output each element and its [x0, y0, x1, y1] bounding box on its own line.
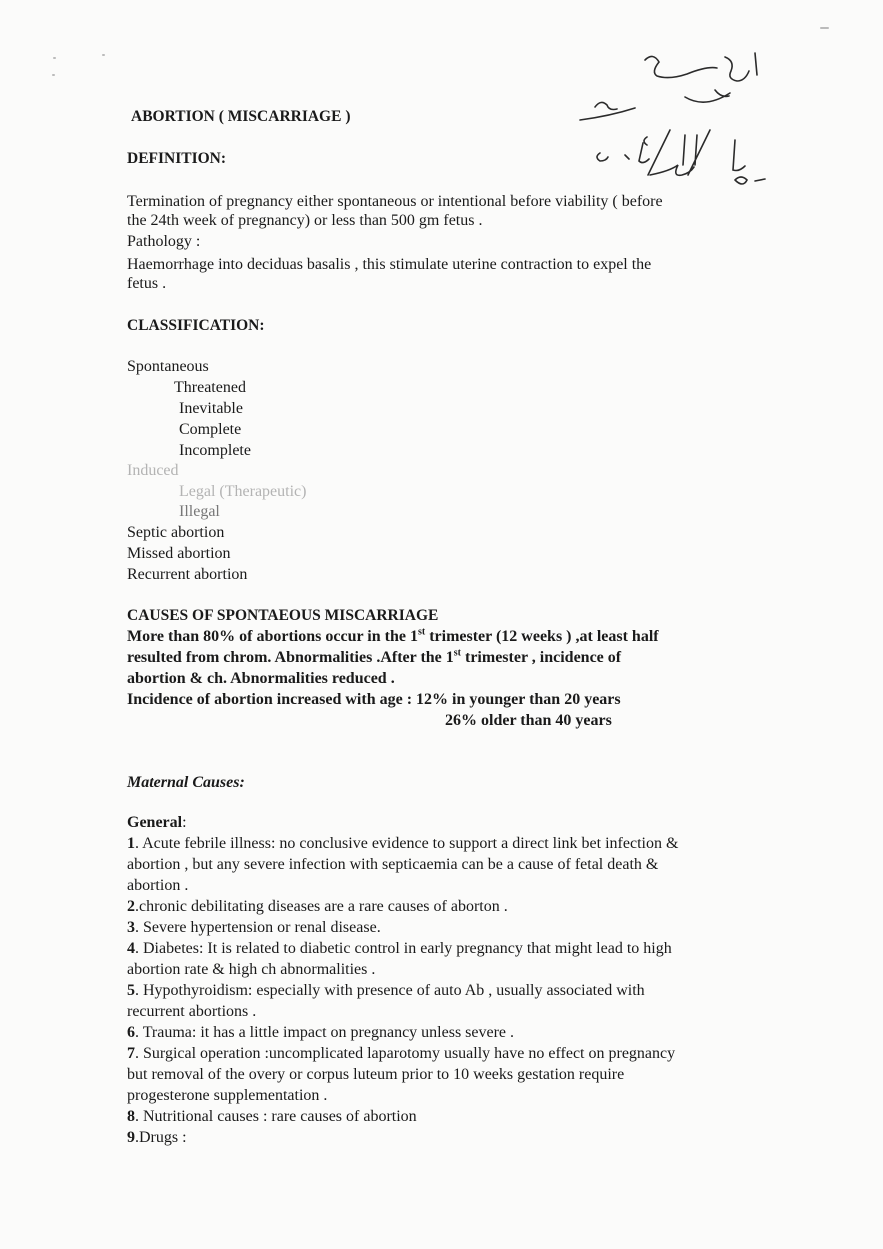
handwritten-annotation [575, 45, 775, 195]
class-spontaneous: Spontaneous [127, 358, 209, 375]
classification-heading: CLASSIFICATION: [127, 317, 265, 334]
class-legal: Legal (Therapeutic) [179, 483, 307, 500]
definition-heading: DEFINITION: [127, 150, 227, 167]
maternal-cause-3-line-1: 3. Severe hypertension or renal disease. [127, 919, 381, 936]
causes-line-1: More than 80% of abortions occur in the 1st trimester (12 weeks ) ,at least half [127, 626, 659, 645]
causes-line-3: abortion & ch. Abnormalities reduced . [127, 670, 395, 687]
maternal-cause-2-line-1: 2.chronic debilitating diseases are a rare causes of aborton . [127, 898, 508, 915]
scan-speck [53, 57, 56, 59]
maternal-cause-8-line-1: 8. Nutritional causes : rare causes of abortion [127, 1108, 417, 1125]
maternal-cause-7-line-2: but removal of the overy or corpus luteum prior to 10 weeks gestation require [127, 1066, 625, 1083]
general-label: General: [127, 814, 187, 831]
maternal-cause-6-line-1: 6. Trauma: it has a little impact on pregnancy unless severe . [127, 1024, 515, 1041]
pathology-label: Pathology : [127, 233, 201, 250]
class-induced: Induced [127, 462, 179, 479]
handwriting-strokes [575, 45, 775, 195]
pathology-line-2: fetus . [127, 275, 167, 292]
class-illegal: Illegal [179, 503, 220, 520]
maternal-cause-4-line-2: abortion rate & high ch abnormalities . [127, 961, 376, 978]
class-recurrent: Recurrent abortion [127, 566, 248, 583]
maternal-cause-4-line-1: 4. Diabetes: It is related to diabetic control in early pregnancy that might lead to high [127, 940, 672, 957]
class-septic: Septic abortion [127, 524, 225, 541]
maternal-cause-5-line-2: recurrent abortions . [127, 1003, 257, 1020]
definition-line-1: Termination of pregnancy either spontaneous or intentional before viability ( before [127, 193, 663, 210]
document-title: ABORTION ( MISCARRIAGE ) [131, 108, 351, 125]
causes-line-4: Incidence of abortion increased with age : 12% in younger than 20 years [127, 691, 621, 708]
maternal-causes-heading: Maternal Causes: [127, 774, 245, 791]
class-complete: Complete [179, 421, 242, 438]
scan-speck [102, 54, 105, 56]
maternal-cause-5-line-1: 5. Hypothyroidism: especially with presence of auto Ab , usually associated with [127, 982, 645, 999]
maternal-cause-1-line-1: 1. Acute febrile illness: no conclusive evidence to support a direct link bet infection & [127, 835, 679, 852]
causes-heading: CAUSES OF SPONTAEOUS MISCARRIAGE [127, 607, 439, 624]
maternal-cause-7-line-3: progesterone supplementation . [127, 1087, 328, 1104]
maternal-cause-9-line-1: 9.Drugs : [127, 1129, 187, 1146]
definition-line-2: the 24th week of pregnancy) or less than 500 gm fetus . [127, 212, 483, 229]
class-threatened: Threatened [174, 379, 246, 396]
class-inevitable: Inevitable [179, 400, 243, 417]
pathology-line-1: Haemorrhage into deciduas basalis , this stimulate uterine contraction to expel the [127, 256, 652, 273]
class-missed: Missed abortion [127, 545, 231, 562]
scan-speck [820, 27, 829, 29]
causes-line-2: resulted from chrom. Abnormalities .After the 1st trimester , incidence of [127, 647, 622, 666]
maternal-cause-7-line-1: 7. Surgical operation :uncomplicated laparotomy usually have no effect on pregnancy [127, 1045, 676, 1062]
maternal-cause-1-line-2: abortion , but any severe infection with septicaemia can be a cause of fetal death & [127, 856, 659, 873]
causes-line-5: 26% older than 40 years [445, 712, 612, 729]
maternal-cause-1-line-3: abortion . [127, 877, 189, 894]
class-incomplete: Incomplete [179, 442, 251, 459]
scan-speck [52, 74, 55, 76]
